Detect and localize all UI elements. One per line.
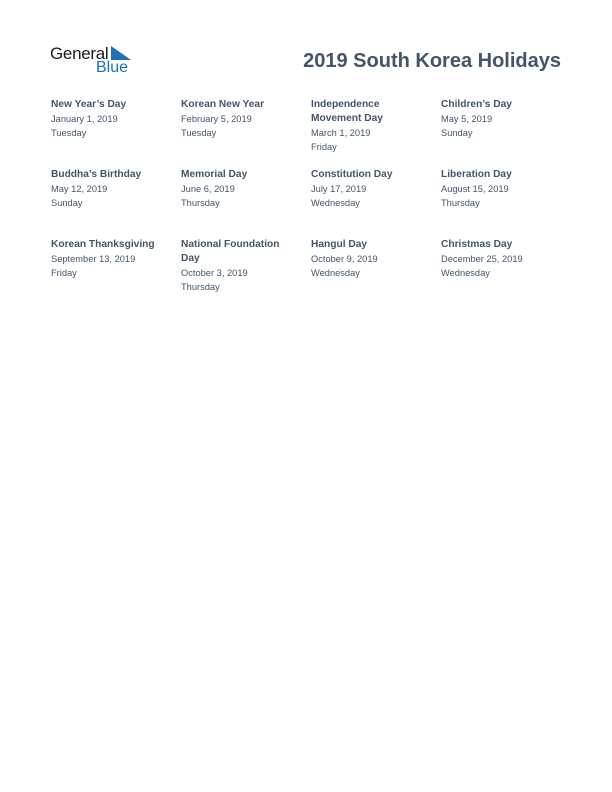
holiday-item-independence-movement-day [311, 98, 429, 154]
holiday-name: Liberation Day [441, 169, 512, 180]
holiday-weekday: Thursday [181, 198, 220, 208]
holiday-date: June 6, 2019 [181, 184, 235, 194]
holiday-item-childrens-day [441, 98, 559, 140]
holiday-item-national-foundation-day [181, 238, 299, 294]
holiday-weekday: Thursday [441, 198, 480, 208]
holiday-weekday: Tuesday [51, 128, 87, 138]
holiday-name: Memorial Day [181, 169, 248, 180]
holiday-weekday: Sunday [441, 128, 473, 138]
holiday-name: Independence Movement Day [311, 99, 383, 124]
holiday-name: Hangul Day [311, 239, 368, 250]
holiday-date: February 5, 2019 [181, 114, 252, 124]
holiday-weekday: Friday [311, 142, 337, 152]
holiday-date: March 1, 2019 [311, 128, 371, 138]
holiday-item-liberation-day [441, 168, 559, 210]
holiday-name: Korean New Year [181, 99, 265, 110]
holiday-weekday: Thursday [181, 282, 220, 292]
holiday-name: New Year’s Day [51, 99, 127, 110]
holiday-date: May 12, 2019 [51, 184, 108, 194]
holiday-weekday: Wednesday [441, 268, 490, 278]
holiday-name: Buddha’s Birthday [51, 169, 142, 180]
holiday-name: Christmas Day [441, 239, 513, 250]
holiday-item-memorial-day [181, 168, 299, 210]
holiday-item-christmas-day [441, 238, 559, 280]
holiday-item-constitution-day [311, 168, 429, 210]
holiday-date: October 9, 2019 [311, 254, 378, 264]
holiday-date: October 3, 2019 [181, 268, 248, 278]
holiday-date: May 5, 2019 [441, 114, 493, 124]
logo-general-text: General [50, 44, 109, 63]
holiday-name: Constitution Day [311, 169, 393, 180]
generalblue-logo [50, 44, 140, 78]
holiday-date: December 25, 2019 [441, 254, 523, 264]
holiday-name: Korean Thanksgiving [51, 239, 155, 250]
holiday-name: Children’s Day [441, 99, 512, 110]
holiday-weekday: Wednesday [311, 268, 360, 278]
holiday-item-buddhas-birthday [51, 168, 169, 210]
holiday-date: September 13, 2019 [51, 254, 136, 264]
holiday-item-hangul-day [311, 238, 429, 280]
logo-triangle-icon [111, 46, 131, 60]
holiday-weekday: Wednesday [311, 198, 360, 208]
holiday-name: National Foundation Day [181, 239, 280, 264]
page-title: 2019 South Korea Holidays [303, 50, 561, 72]
holiday-weekday: Sunday [51, 198, 83, 208]
holiday-item-korean-new-year [181, 98, 299, 140]
holiday-item-korean-thanksgiving [51, 238, 169, 280]
logo-blue-text: Blue [96, 59, 129, 76]
holiday-weekday: Friday [51, 268, 77, 278]
holiday-date: August 15, 2019 [441, 184, 509, 194]
holiday-item-new-years-day [51, 98, 169, 140]
holiday-date: January 1, 2019 [51, 114, 118, 124]
holiday-date: July 17, 2019 [311, 184, 367, 194]
holiday-weekday: Tuesday [181, 128, 217, 138]
